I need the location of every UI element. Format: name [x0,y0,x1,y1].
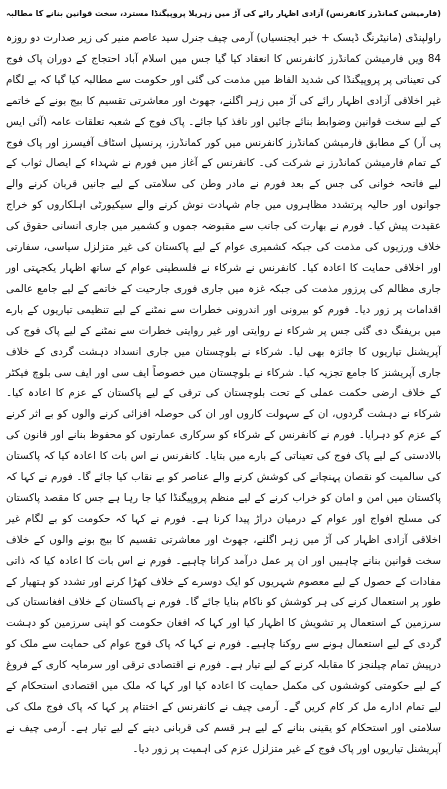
article-body [6,28,441,760]
article-headline: (فارمیشن کمانڈرز کانفرنس) آزادی اظہار رائے کی آڑ میں زہریلا پروپیگنڈا مسترد، سخت قوانین بنانے کا مطالبہ [6,9,441,18]
article-paragraph: راولپنڈی (مانیٹرنگ ڈیسک + خبر ایجنسیاں) آرمی چیف جنرل سید عاصم منیر کی زیر صدارت دو روزہ 84 ویں فارمیشن کمانڈرز کانفرنس کا انعقاد کیا گیا جس میں اسلام آباد احتجاج کے دوران پاک فوج کی تعیناتی پر پروپیگنڈا کی شدید الفاظ میں مذمت کی گئی اور حکومت سے مطالبہ کیا گیا کہ بے لگام غیر اخلاقی آزادی اظہار رائے کی آڑ میں زہر اگلنے، جھوٹ اور معاشرتی تقسیم کا بیج بونے کے خاتمے کے لیے سخت قوانین وضوابط بنائے جائیں اور نافذ کیا جائے۔ پاک فوج کے شعبہ تعلقات عامہ (آئی ایس پی آر) کے مطابق فارمیشن کمانڈرز کانفرنس میں کور کمانڈرز، پرنسپل اسٹاف آفیسرز اور پاک فوج کے تمام فارمیشن کمانڈرز نے شرکت کی۔ کانفرنس کے آغاز میں فورم نے شہداء کے ایصال ثواب کے لیے فاتحہ خوانی کی جس کے بعد فورم نے مادر وطن کی سلامتی کے لیے جانیں قربان کرنے والے جوانوں اور حالیہ پرتشدد مظاہروں میں جام شہادت نوش کرنے والے سیکیورٹی اہلکاروں کو خراج عقیدت پیش کیا۔ فورم نے بھارت کی جانب سے مقبوضہ جموں و کشمیر میں جاری انسانی حقوق کی خلاف ورزیوں کی مذمت کی جبکہ کشمیری عوام کے لیے پاکستان کی غیر متزلزل سیاسی، سفارتی اور اخلاقی حمایت کا اعادہ کیا۔ کانفرنس نے شرکاء نے فلسطینی عوام کے ساتھ اظہار یکجہتی اور جاری مظالم کی پرزور مذمت کی جبکہ غزہ میں جاری فوری جارحیت کے خاتمے کے لیے جامع عالمی اقدامات پر زور دیا۔ فورم کو بیرونی اور اندرونی خطرات سے نمٹنے کے لیے تنظیمی تیاریوں کے بارے میں بریفنگ دی گئی جس پر شرکاء نے روایتی اور غیر روایتی خطرات سے نمٹنے کے لیے پاک فوج کی آپریشنل تیاریوں کا جائزہ بھی لیا۔ شرکاء نے بلوچستان میں جاری انسداد دہشت گردی کے خلاف جاری آپریشنز کا جامع تجزیہ کیا۔ شرکاء نے بلوچستان میں خصوصاً ایف سی اور ایف سی بلوچ فیکٹر کے خلاف ارضی حکمت عملی کے تحت بلوچستان کی ترقی کے لیے پاکستان کے عزم کا اعادہ کیا۔ شرکاء نے دہشت گردوں، ان کے سہولت کاروں اور ان کی حوصلہ افزائی کرنے والوں کو بے اثر کرنے کے عزم کو دہرایا۔ فورم نے کانفرنس کے شرکاء کو سرکاری عمارتوں کو محفوظ بنانے اور قانون کی بالادستی کے لیے پاک فوج کی تعیناتی کے بارے میں بتایا۔ کانفرنس نے اس بات کا اعادہ کیا کہ پاکستان کی سالمیت کو نقصان پہنچانے کی کوشش کرنے والے عناصر کو بے نقاب کیا جائے گا۔ فورم نے کہا کہ پاکستان میں امن و امان کو خراب کرنے کے لیے منظم پروپیگنڈا کیا جا رہا ہے جس کا مقصد پاکستان کی مسلح افواج اور عوام کے درمیان دراڑ پیدا کرنا ہے۔ فورم نے کہا کہ حکومت کو بے لگام غیر اخلاقی آزادی اظہار کی آڑ میں زہر اگلنے، جھوٹ اور معاشرتی تقسیم کا بیج بونے والوں کے خلاف سخت قوانین بنانے چاہییں اور ان پر عمل درآمد کرانا چاہیے۔ فورم نے اس بات کا اعادہ کیا کہ ذاتی مفادات کے حصول کے لیے معصوم شہریوں کو ایک دوسرے کے خلاف کھڑا کرنے اور تشدد کو ہتھیار کے طور پر استعمال کرنے کی ہر کوشش کو ناکام بنایا جائے گا۔ فورم نے پاکستان کے خلاف افغانستان کی سرزمین کے استعمال پر تشویش کا اظہار کیا اور کہا کہ افغان حکومت کو اپنی سرزمین کو دہشت گردی کے لیے استعمال ہونے سے روکنا چاہیے۔ فورم نے کہا کہ پاک فوج عوام کی حمایت سے ملک کو درپیش تمام چیلنجز کا مقابلہ کرنے کے لیے تیار ہے۔ فورم نے اقتصادی ترقی اور سرمایہ کاری کے فروغ کے لیے حکومتی کوششوں کی مکمل حمایت کا اعادہ کیا اور کہا کہ ملک میں اقتصادی استحکام کے لیے تمام ادارے مل کر کام کریں گے۔ آرمی چیف نے کانفرنس کے اختتام پر کہا کہ پاک فوج ملک کی سلامتی اور استحکام کو یقینی بنانے کے لیے ہر قسم کی قربانی دینے کے لیے تیار ہے۔ آرمی چیف نے آپریشنل تیاریوں اور پاک فوج کے غیر متزلزل عزم کی اہمیت پر زور دیا۔ [6,32,441,755]
